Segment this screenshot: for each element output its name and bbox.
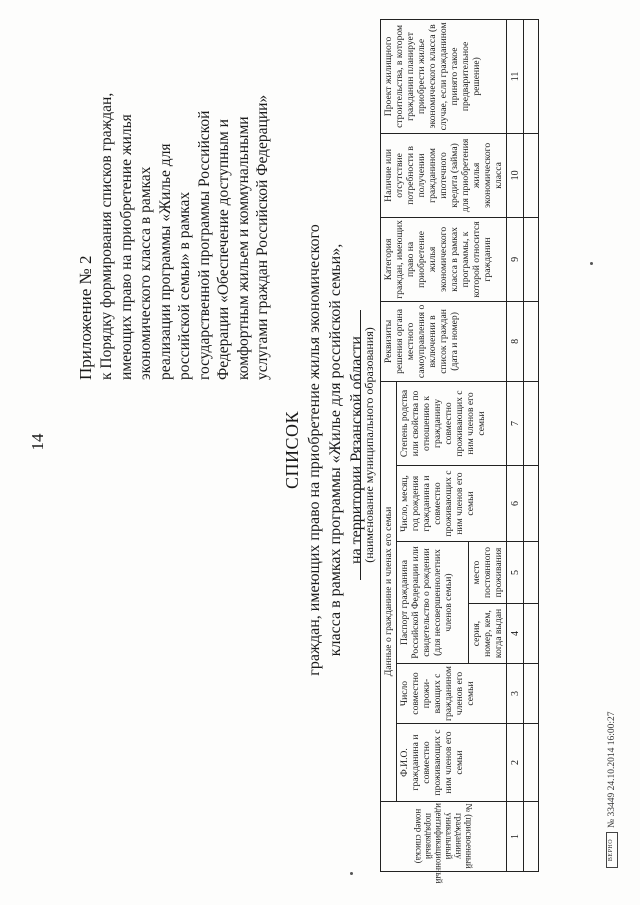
column-number: 7 [507,381,524,465]
passport-header-cell: Паспорт гражданина Российской Федерации или свидетельство о рождении (для несовершеннолетних членов семьи) [397,542,469,664]
page-number: 14 [28,433,47,451]
column-number: 10 [507,133,524,217]
appendix-line: реализации программы «Жилье для [156,143,174,380]
table-cell [524,217,539,301]
table-cell [524,19,539,133]
header-cell-11: Проект жилищного строительства, в котором гражданин планирует приобрести жилье экономического класса (в случае, если гражданином принято такое предварительное решение) [381,19,507,133]
header-text-1: № (присвоенный гражданину уникальный идентификационный порядковый номер списка) [413,803,474,884]
appendix-line: комфортным жильем и коммунальными [234,116,252,380]
stamp-logo: ВЕРНО [606,832,618,868]
column-number: 3 [507,664,524,724]
header-cell-7: Степень родства или свойства по отношению к гражданину совместно проживающих с ним членов его семьи [397,381,507,465]
table-cell [524,604,539,664]
header-cell-8: Реквизиты решения органа местного самоуправления о включении в список граждан (дата и номер) [381,301,507,381]
title-line: на территории Рязанской области [348,336,365,564]
table-cell [524,301,539,381]
header-cell-9: Категория граждан, имеющих право на приобретение жилья экономического класса в рамках программы, к которой относится гражданин [381,217,507,301]
municipality-caption-text: (наименование муниципального образования) [362,327,376,563]
column-number: 5 [507,542,524,604]
header-cell-5: место постоянного проживания [469,542,507,604]
appendix-line: Федерации «Обеспечение доступным и [215,119,232,380]
appendix-line: услугами граждан Российской Федерации» [254,94,271,380]
column-numbers-row [507,19,524,871]
title-heading: СПИСОК [282,411,302,490]
table-cell [524,724,539,802]
table-row-empty [524,19,539,871]
column-number: 11 [507,19,524,133]
table-header-row [381,19,397,871]
header-cell-10: Наличие или отсутствие потребности в получении гражданином ипотечного кредита (займа) для приобретения жилья экономического класса [381,133,507,217]
appendix-line: российской семьи» в рамках [176,191,193,380]
appendix-line: к Порядку формирования списков граждан, [98,92,115,380]
table-cell [524,466,539,542]
municipality-caption [360,310,377,580]
header-cell-2: Ф.И.О. гражданина и совместно проживающих с ним членов его семьи [397,724,507,802]
table-cell [524,542,539,604]
citizens-list-table [380,19,539,884]
appendix-line: государственной программы Российской [195,110,213,380]
municipality-blank-line [360,310,361,580]
appendix-title: Приложение № 2 [76,255,95,380]
group-header-cell: Данные о гражданине и членах его семьи [381,381,397,801]
document-title [280,170,367,730]
column-number: 4 [507,604,524,664]
appendix-line: экономического класса в рамках [137,166,154,380]
document-sheet [20,20,620,884]
header-cell-3: Число совместно прожи-вающих с гражданином членов его семьи [397,664,507,724]
stamp-text: № 33449 24.10.2014 16:00:27 [607,711,617,828]
registration-stamp [606,712,618,868]
column-number: 6 [507,466,524,542]
column-number: 2 [507,724,524,802]
header-cell-4: серия, номер, кем, когда выдан [469,604,507,664]
table-cell [524,664,539,724]
column-number: 1 [507,802,524,872]
header-cell-1 [381,802,507,884]
header-cell-6: Число, месяц, год рождения гражданина и совместно проживающих с ним членов его семьи [397,466,507,542]
title-line: класса в рамках программы «Жилье для российской семьи», [327,243,344,657]
table-cell [524,133,539,217]
title-line: граждан, имеющих право на приобретение жилья экономического [306,224,323,676]
table-cell [524,381,539,465]
column-number: 8 [507,301,524,381]
appendix-line: имеющих право на приобретение жилья [117,114,135,380]
appendix-block [75,0,273,380]
table-cell [524,802,539,872]
column-number: 9 [507,217,524,301]
